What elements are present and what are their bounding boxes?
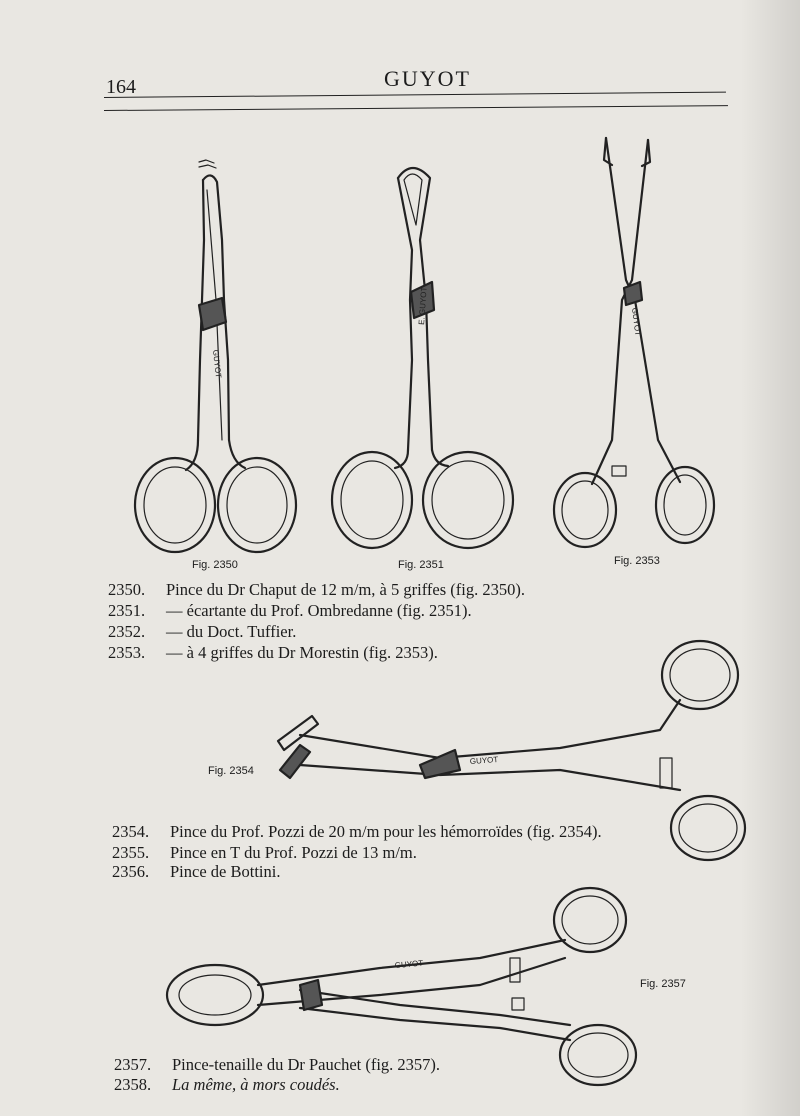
caption-fig-2353: Fig. 2353 xyxy=(614,555,660,567)
fig-2353-forceps xyxy=(554,138,714,547)
fig-2351-forceps xyxy=(332,168,513,548)
caption-fig-2350: Fig. 2350 xyxy=(192,559,238,571)
engraving-guyot-2350: GUYOT xyxy=(211,349,223,379)
page-number: 164 xyxy=(106,76,136,98)
entry-2351 xyxy=(108,601,472,621)
entry-number: 2352. xyxy=(108,622,146,641)
entry-2358 xyxy=(114,1075,340,1095)
entry-2352 xyxy=(108,622,296,642)
entry-2354 xyxy=(112,822,602,842)
entry-number: 2351. xyxy=(108,601,146,620)
entry-number: 2350. xyxy=(108,580,146,599)
entry-2357 xyxy=(114,1055,440,1075)
entry-text: — écartante du Prof. Ombredanne (fig. 2351). xyxy=(166,601,472,620)
entry-text: La même, à mors coudés. xyxy=(172,1075,340,1094)
engraving-guyot-2354: GUYOT xyxy=(469,755,499,766)
entry-text: — du Doct. Tuffier. xyxy=(166,622,297,641)
entry-number: 2357. xyxy=(114,1055,152,1074)
caption-fig-2357: Fig. 2357 xyxy=(640,978,686,990)
entry-2353 xyxy=(108,643,438,663)
entry-2350 xyxy=(108,580,525,600)
entry-text: Pince du Prof. Pozzi de 20 m/m pour les hémorroïdes (fig. 2354). xyxy=(170,822,602,841)
entry-number: 2354. xyxy=(112,822,150,841)
entry-number: 2358. xyxy=(114,1075,152,1094)
entry-text: Pince-tenaille du Dr Pauchet (fig. 2357). xyxy=(172,1055,441,1074)
entry-text: Pince en T du Prof. Pozzi de 13 m/m. xyxy=(170,843,417,862)
entry-2356 xyxy=(112,862,280,882)
entry-number: 2353. xyxy=(108,643,146,662)
entry-text: Pince de Bottini. xyxy=(170,862,281,881)
fig-2350-forceps xyxy=(135,160,296,552)
entry-text: Pince du Dr Chaput de 12 m/m, à 5 griffes (fig. 2350). xyxy=(166,580,525,599)
caption-fig-2351: Fig. 2351 xyxy=(398,559,444,571)
engraving-e-guyot: E. GUYOT xyxy=(417,286,429,326)
page-title: GUYOT xyxy=(384,66,471,91)
engraving-guyot-2357: GUYOT xyxy=(394,958,424,970)
entry-number: 2355. xyxy=(112,843,150,862)
engraving-guyot-2353: GUYOT xyxy=(630,307,643,337)
entry-2355 xyxy=(112,843,417,863)
entry-text: — à 4 griffes du Dr Morestin (fig. 2353). xyxy=(166,643,438,662)
entry-number: 2356. xyxy=(112,862,150,881)
caption-fig-2354: Fig. 2354 xyxy=(208,765,254,777)
